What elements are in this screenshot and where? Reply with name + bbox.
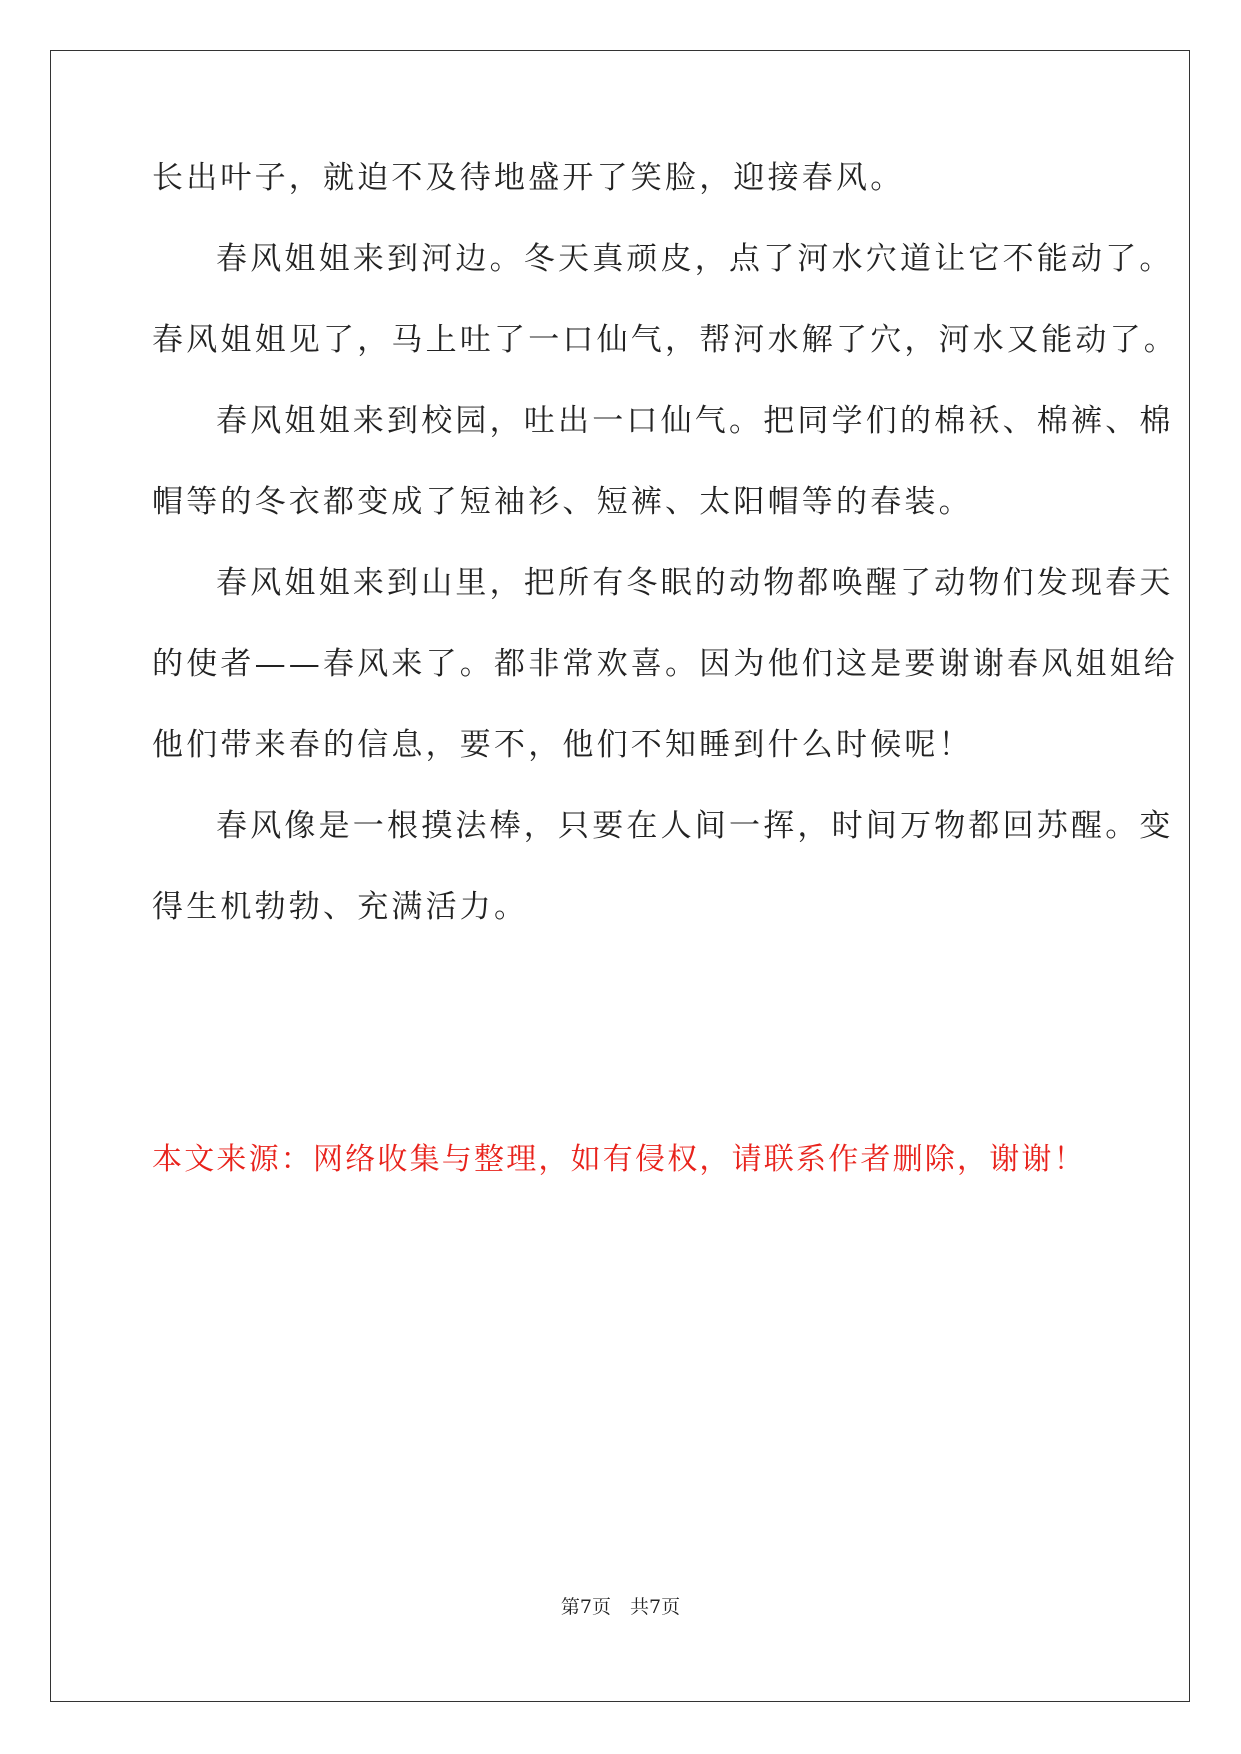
paragraph-line: 帽等的冬衣都变成了短袖衫、短裤、太阳帽等的春装。 xyxy=(152,484,973,520)
source-note: 本文来源：网络收集与整理，如有侵权，请联系作者删除，谢谢！ xyxy=(152,1142,1086,1177)
paragraph-line: 的使者——春风来了。都非常欢喜。因为他们这是要谢谢春风姐姐给 xyxy=(152,646,1178,682)
paragraph-line: 春风姐姐来到河边。冬天真顽皮，点了河水穴道让它不能动了。 xyxy=(216,241,1174,277)
paragraph-line: 春风姐姐来到校园，吐出一口仙气。把同学们的棉袄、棉裤、棉 xyxy=(216,403,1174,439)
paragraph-line: 春风姐姐见了，马上吐了一口仙气，帮河水解了穴，河水又能动了。 xyxy=(152,322,1178,358)
paragraph-line: 春风像是一根摸法棒，只要在人间一挥，时间万物都回苏醒。变 xyxy=(216,808,1174,844)
paragraph-line: 长出叶子，就迫不及待地盛开了笑脸，迎接春风。 xyxy=(152,160,905,196)
paragraph-line: 春风姐姐来到山里，把所有冬眠的动物都唤醒了动物们发现春天 xyxy=(216,565,1174,601)
paragraph-line: 他们带来春的信息，要不，他们不知睡到什么时候呢！ xyxy=(152,727,973,763)
paragraph-line: 得生机勃勃、充满活力。 xyxy=(152,889,529,925)
document-body xyxy=(152,160,1178,970)
page-number-footer: 第7页 共7页 xyxy=(560,1596,681,1618)
